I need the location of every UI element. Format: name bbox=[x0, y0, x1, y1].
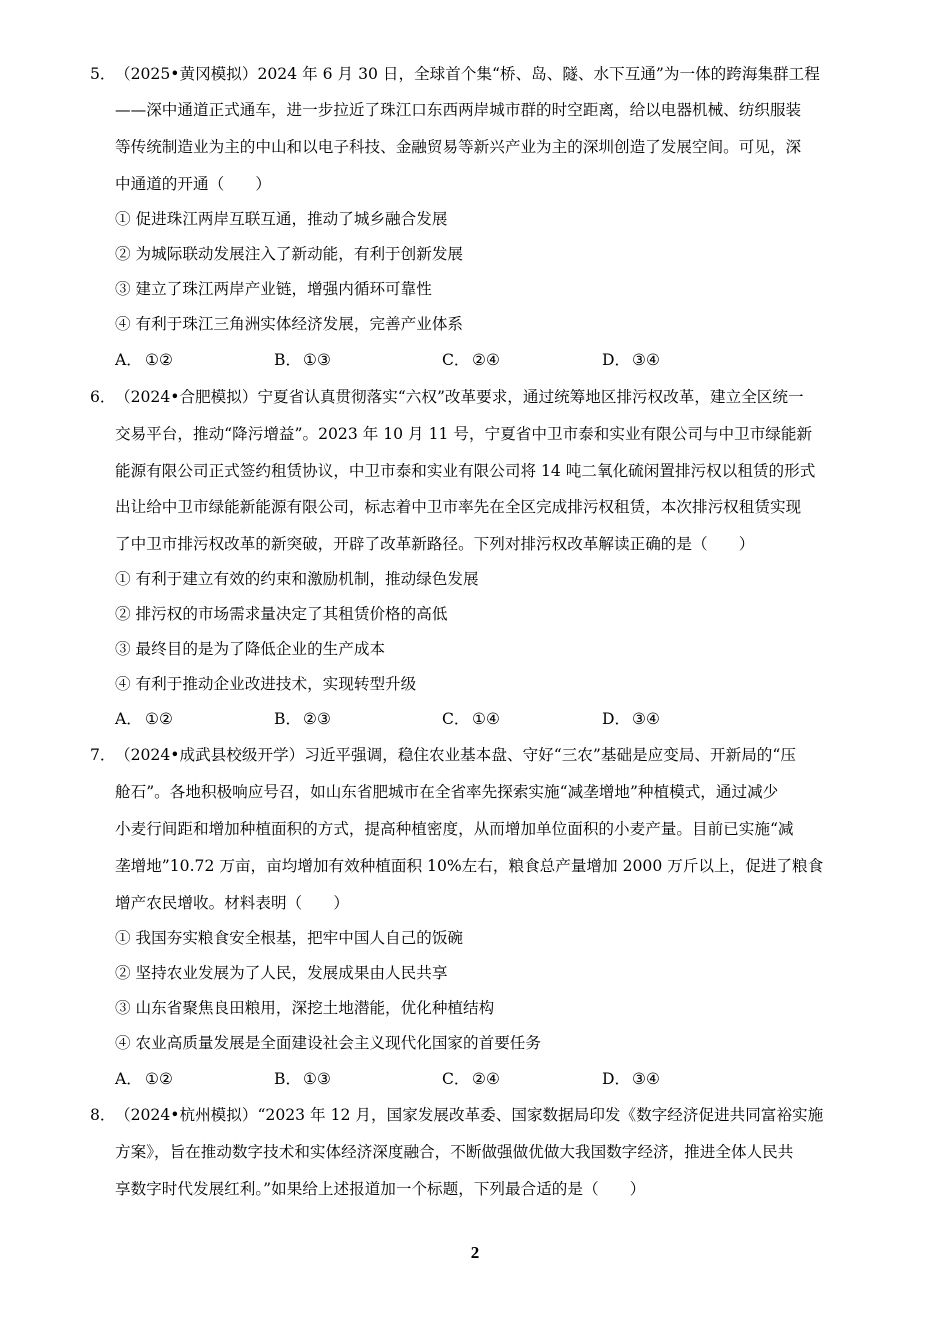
question-text-line: 垄增地”10.72 万亩，亩均增加有效种植面积 10%左右，粮食总产量增加 2000 万斤以上，促进了粮食 bbox=[115, 857, 824, 875]
option-d-value: ③④ bbox=[632, 1070, 660, 1088]
option-c-label: C． bbox=[442, 351, 470, 369]
option-c-value: ②④ bbox=[472, 351, 500, 369]
question-text-line: （2024•成武县校级开学）习近平强调，稳住农业基本盘、守好“三农”基础是应变局、开新局的“压 bbox=[115, 746, 796, 764]
option-d-label: D． bbox=[602, 351, 631, 369]
statement-1: ① 我国夯实粮食安全根基，把牢中国人自己的饭碗 bbox=[115, 929, 464, 947]
question-text-line: 能源有限公司正式签约租赁协议，中卫市泰和实业有限公司将 14 吨二氧化硫闲置排污权以租赁的形式 bbox=[115, 462, 816, 480]
option-b-label: B． bbox=[274, 1070, 302, 1088]
question-number: 7． bbox=[90, 746, 116, 764]
statement-2: ② 排污权的市场需求量决定了其租赁价格的高低 bbox=[115, 605, 448, 623]
option-d-value: ③④ bbox=[632, 351, 660, 369]
statement-4: ④ 有利于珠江三角洲实体经济发展，完善产业体系 bbox=[115, 315, 464, 333]
question-text-line: ——深中通道正式通车，进一步拉近了珠江口东西两岸城市群的时空距离，给以电器机械、纺织服装 bbox=[115, 101, 802, 119]
option-a-label: A． bbox=[115, 710, 142, 728]
option-a-value: ①② bbox=[145, 351, 173, 369]
question-text-line: 方案》，旨在推动数字技术和实体经济深度融合，不断做强做优做大我国数字经济，推进全体人民共 bbox=[115, 1143, 794, 1161]
option-b-label: B． bbox=[274, 351, 302, 369]
question-number: 6． bbox=[90, 388, 116, 406]
statement-1: ① 促进珠江两岸互联互通，推动了城乡融合发展 bbox=[115, 210, 448, 228]
statement-1: ① 有利于建立有效的约束和激励机制，推动绿色发展 bbox=[115, 570, 479, 588]
option-c-label: C． bbox=[442, 1070, 470, 1088]
question-number: 8． bbox=[90, 1106, 116, 1124]
statement-3: ③ 建立了珠江两岸产业链，增强内循环可靠性 bbox=[115, 280, 432, 298]
question-text-line: （2024•合肥模拟）宁夏省认真贯彻落实“六权”改革要求，通过统筹地区排污权改革，建立全区统一 bbox=[115, 388, 804, 406]
option-a-value: ①② bbox=[145, 1070, 173, 1088]
option-a-label: A． bbox=[115, 351, 142, 369]
question-text-line: 舱石”。各地积极响应号召，如山东省肥城市在全省率先探索实施“减垄增地”种植模式，通过减少 bbox=[115, 783, 779, 801]
question-text-line: 等传统制造业为主的中山和以电子科技、金融贸易等新兴产业为主的深圳创造了发展空间。可见，深 bbox=[115, 138, 802, 156]
option-b-label: B． bbox=[274, 710, 302, 728]
option-b-value: ①③ bbox=[303, 1070, 331, 1088]
statement-2: ② 坚持农业发展为了人民，发展成果由人民共享 bbox=[115, 964, 448, 982]
option-d-value: ③④ bbox=[632, 710, 660, 728]
question-text-line: 出让给中卫市绿能新能源有限公司，标志着中卫市率先在全区完成排污权租赁，本次排污权租赁实现 bbox=[115, 498, 802, 516]
statement-4: ④ 有利于推动企业改进技术，实现转型升级 bbox=[115, 675, 417, 693]
option-b-value: ①③ bbox=[303, 351, 331, 369]
option-c-label: C． bbox=[442, 710, 470, 728]
option-a-value: ①② bbox=[145, 710, 173, 728]
statement-4: ④ 农业高质量发展是全面建设社会主义现代化国家的首要任务 bbox=[115, 1034, 541, 1052]
statement-3: ③ 最终目的是为了降低企业的生产成本 bbox=[115, 640, 386, 658]
question-text-line: 中通道的开通（ ） bbox=[115, 175, 271, 193]
option-c-value: ①④ bbox=[472, 710, 500, 728]
option-b-value: ②③ bbox=[303, 710, 331, 728]
statement-2: ② 为城际联动发展注入了新动能，有利于创新发展 bbox=[115, 245, 464, 263]
option-d-label: D． bbox=[602, 1070, 631, 1088]
option-a-label: A． bbox=[115, 1070, 142, 1088]
question-text-line: 享数字时代发展红利。”如果给上述报道加一个标题，下列最合适的是（ ） bbox=[115, 1180, 646, 1198]
question-text-line: 了中卫市排污权改革的新突破，开辟了改革新路径。下列对排污权改革解读正确的是（ ） bbox=[115, 535, 755, 553]
option-d-label: D． bbox=[602, 710, 631, 728]
option-c-value: ②④ bbox=[472, 1070, 500, 1088]
question-text-line: 小麦行间距和增加种植面积的方式，提高种植密度，从而增加单位面积的小麦产量。目前已实施“减 bbox=[115, 820, 794, 838]
question-text-line: 增产农民增收。材料表明（ ） bbox=[115, 894, 349, 912]
statement-3: ③ 山东省聚焦良田粮用，深挖土地潜能，优化种植结构 bbox=[115, 999, 495, 1017]
page-number: 2 bbox=[470, 1243, 480, 1262]
question-text-line: （2025•黄冈模拟）2024 年 6 月 30 日，全球首个集“桥、岛、隧、水下互通”为一体的跨海集群工程 bbox=[115, 65, 820, 83]
question-text-line: 交易平台，推动“降污增益”。2023 年 10 月 11 号，宁夏省中卫市泰和实业有限公司与中卫市绿能新 bbox=[115, 425, 813, 443]
question-text-line: （2024•杭州模拟）“2023 年 12 月，国家发展改革委、国家数据局印发《数字经济促进共同富裕实施 bbox=[115, 1106, 824, 1124]
question-number: 5． bbox=[90, 65, 116, 83]
